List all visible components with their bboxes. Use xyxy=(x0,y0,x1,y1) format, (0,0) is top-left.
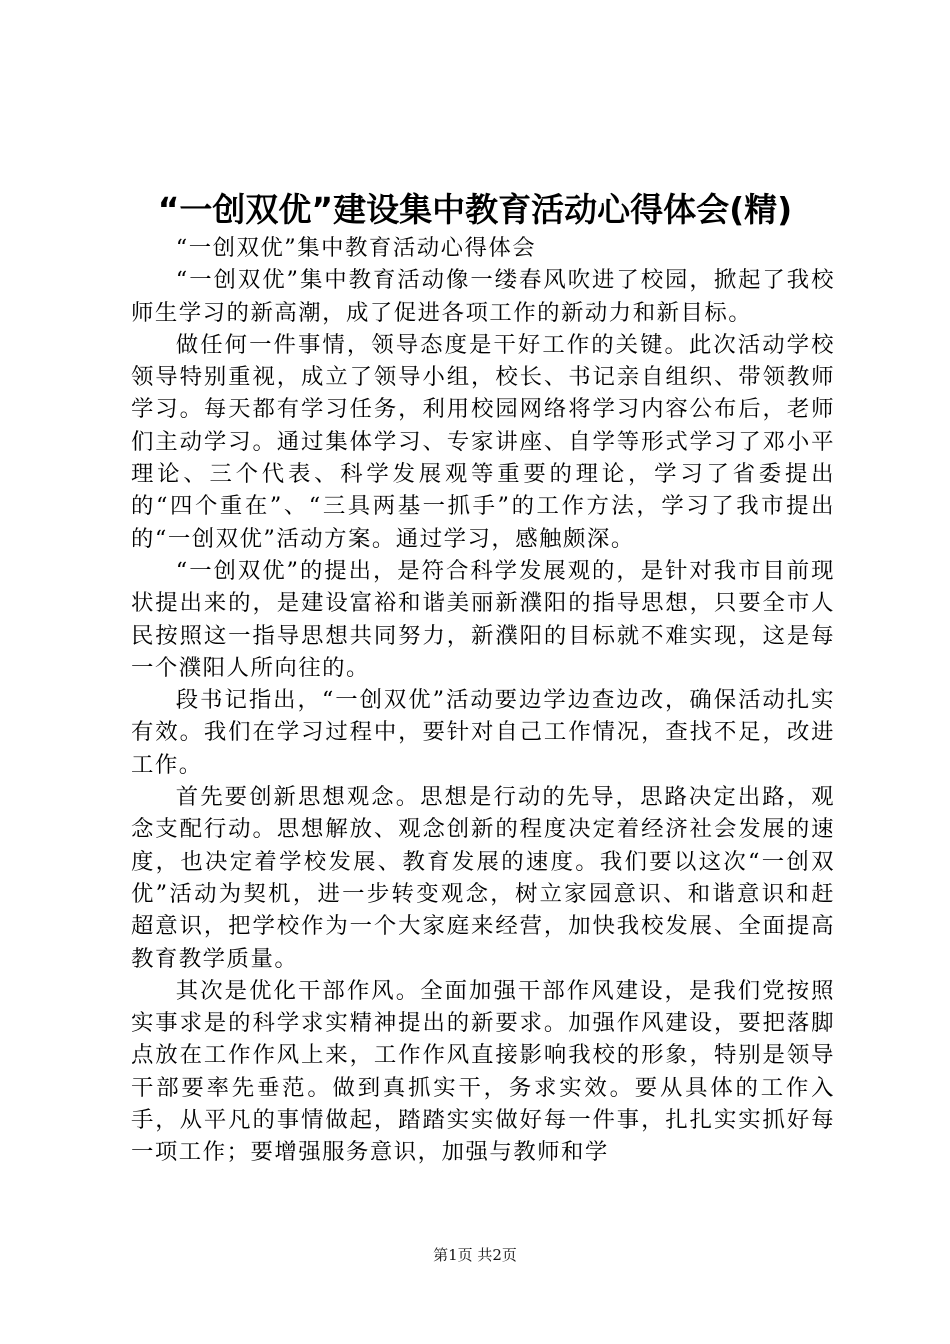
paragraph-subtitle: “一创双优”集中教育活动心得体会 xyxy=(175,235,537,261)
paragraph: 做任何一件事情，领导态度是干好工作的关键。此次活动学校领导特别重视，成立了领导小组，校长、书记亲自组织、带领教师学习。每天都有学习任务，利用校园网络将学习内容公布后，老师们主动学习。通过集体学习、专家讲座、自学等形式学习了邓小平理论、三个代表、科学发展观等重要的理论，学习了省委提出的“四个重在”、“三具两基一抓手”的工作方法，学习了我市提出的“一创双优”活动方案。通过学习，感触颇深。 xyxy=(131,331,835,552)
page-footer: 第1页 共2页 xyxy=(433,1246,517,1264)
paragraph: 其次是优化干部作风。全面加强干部作风建设，是我们党按照实事求是的科学求实精神提出的新要求。加强作风建设，要把落脚点放在工作作风上来，工作作风直接影响我校的形象，特别是领导干部要率先垂范。做到真抓实干，务求实效。要从具体的工作入手，从平凡的事情做起，踏踏实实做好每一件事，扎扎实实抓好每一项工作；要增强服务意识，加强与教师和学 xyxy=(131,977,835,1166)
document-title: “一创双优”建设集中教育活动心得体会(精) xyxy=(157,190,793,229)
paragraph: “一创双优”集中教育活动像一缕春风吹进了校园，掀起了我校师生学习的新高潮，成了促进各项工作的新动力和新目标。 xyxy=(131,267,835,326)
paragraph: 段书记指出，“一创双优”活动要边学边查边改，确保活动扎实有效。我们在学习过程中，要针对自己工作情况，查找不足，改进工作。 xyxy=(131,687,835,778)
document-body xyxy=(131,232,835,1169)
paragraph: “一创双优”的提出，是符合科学发展观的，是针对我市目前现状提出来的，是建设富裕和谐美丽新濮阳的指导思想，只要全市人民按照这一指导思想共同努力，新濮阳的目标就不难实现，这是每一个濮阳人所向往的。 xyxy=(131,557,835,681)
paragraph: 首先要创新思想观念。思想是行动的先导，思路决定出路，观念支配行动。思想解放、观念创新的程度决定着经济社会发展的速度，也决定着学校发展、教育发展的速度。我们要以这次“一创双优”活动为契机，进一步转变观念，树立家园意识、和谐意识和赶超意识，把学校作为一个大家庭来经营，加快我校发展、全面提高教育教学质量。 xyxy=(131,784,835,972)
